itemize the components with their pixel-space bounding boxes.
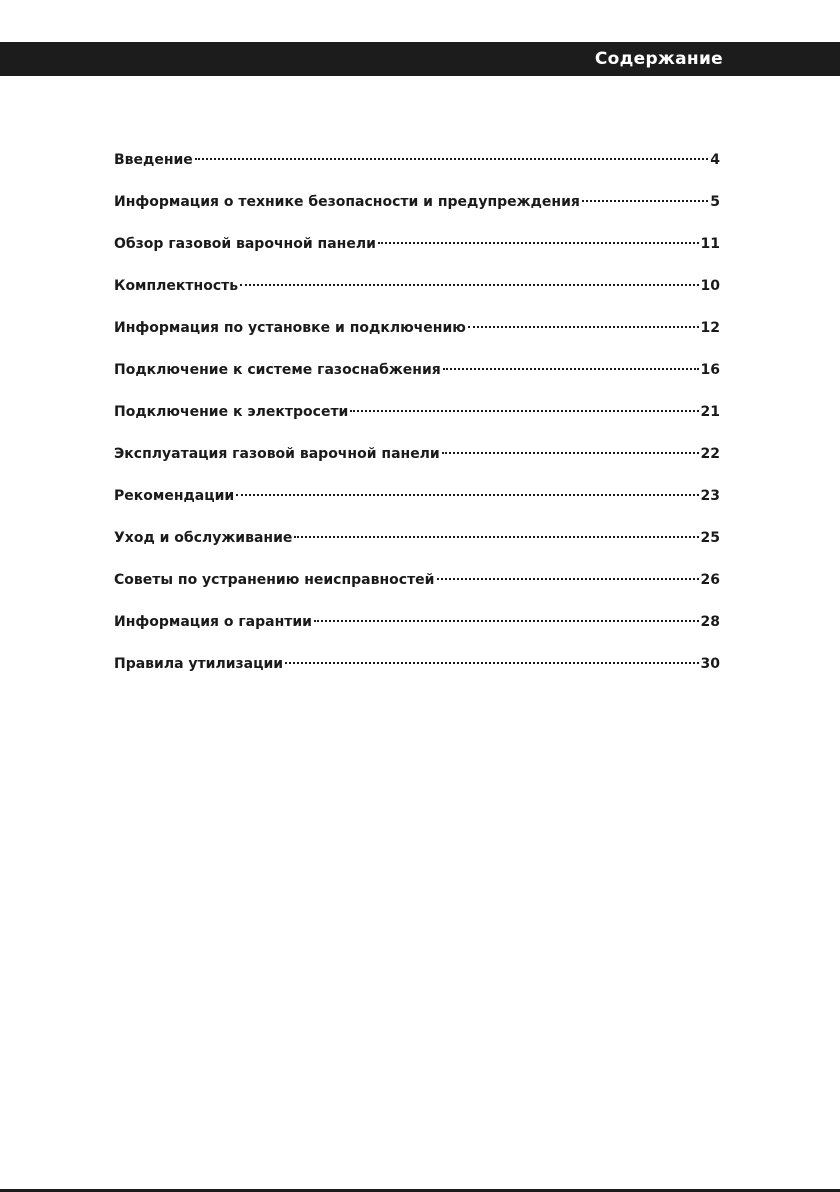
dot-leader — [442, 452, 699, 454]
toc-entry-title: Эксплуатация газовой варочной панели — [114, 446, 440, 462]
dot-leader — [195, 158, 708, 160]
toc-entry-title: Подключение к системе газоснабжения — [114, 362, 441, 378]
toc-entry-page: 5 — [710, 194, 720, 210]
toc-entry-title: Советы по устранению неисправностей — [114, 572, 435, 588]
dot-leader — [468, 326, 699, 328]
toc-entry[interactable] — [114, 273, 720, 315]
dot-leader — [294, 536, 698, 538]
dot-leader — [240, 284, 698, 286]
dot-leader — [350, 410, 698, 412]
header-bar — [0, 42, 840, 76]
toc-entry[interactable] — [114, 483, 720, 525]
toc-entry-title: Уход и обслуживание — [114, 530, 293, 546]
dot-leader — [437, 578, 699, 580]
toc-entry-page: 28 — [700, 614, 720, 630]
toc-entry-page: 12 — [700, 320, 720, 336]
toc-entry-page: 23 — [700, 488, 720, 504]
toc-entry-title: Информация о технике безопасности и предупреждения — [114, 194, 580, 210]
toc-entry[interactable] — [114, 147, 720, 189]
toc-entry[interactable] — [114, 651, 720, 693]
toc-entry-page: 10 — [700, 278, 720, 294]
toc-entry[interactable] — [114, 357, 720, 399]
toc-entry-page: 21 — [700, 404, 720, 420]
toc-entry[interactable] — [114, 525, 720, 567]
toc-entry-page: 16 — [700, 362, 720, 378]
table-of-contents — [114, 147, 720, 693]
page-title: Содержание — [594, 49, 723, 69]
toc-entry-title: Рекомендации — [114, 488, 235, 504]
toc-entry-page: 26 — [700, 572, 720, 588]
toc-entry-page: 30 — [700, 656, 720, 672]
toc-entry[interactable] — [114, 189, 720, 231]
toc-entry-title: Правила утилизации — [114, 656, 284, 672]
toc-entry-page: 11 — [700, 236, 720, 252]
toc-entry-title: Информация о гарантии — [114, 614, 312, 630]
toc-entry-title: Обзор газовой варочной панели — [114, 236, 376, 252]
toc-entry-title: Комплектность — [114, 278, 239, 294]
toc-entry[interactable] — [114, 441, 720, 483]
toc-entry-title: Информация по установке и подключению — [114, 320, 466, 336]
toc-entry[interactable] — [114, 399, 720, 441]
dot-leader — [443, 368, 699, 370]
toc-entry[interactable] — [114, 231, 720, 273]
dot-leader — [378, 242, 699, 244]
toc-entry-page: 25 — [700, 530, 720, 546]
toc-entry-title: Подключение к электросети — [114, 404, 349, 420]
dot-leader — [285, 662, 698, 664]
dot-leader — [582, 200, 708, 202]
toc-entry[interactable] — [114, 567, 720, 609]
toc-entry[interactable] — [114, 315, 720, 357]
toc-entry-title: Введение — [114, 152, 193, 168]
toc-entry-page: 4 — [710, 152, 720, 168]
toc-entry-page: 22 — [700, 446, 720, 462]
dot-leader — [314, 620, 699, 622]
toc-entry[interactable] — [114, 609, 720, 651]
dot-leader — [236, 494, 698, 496]
